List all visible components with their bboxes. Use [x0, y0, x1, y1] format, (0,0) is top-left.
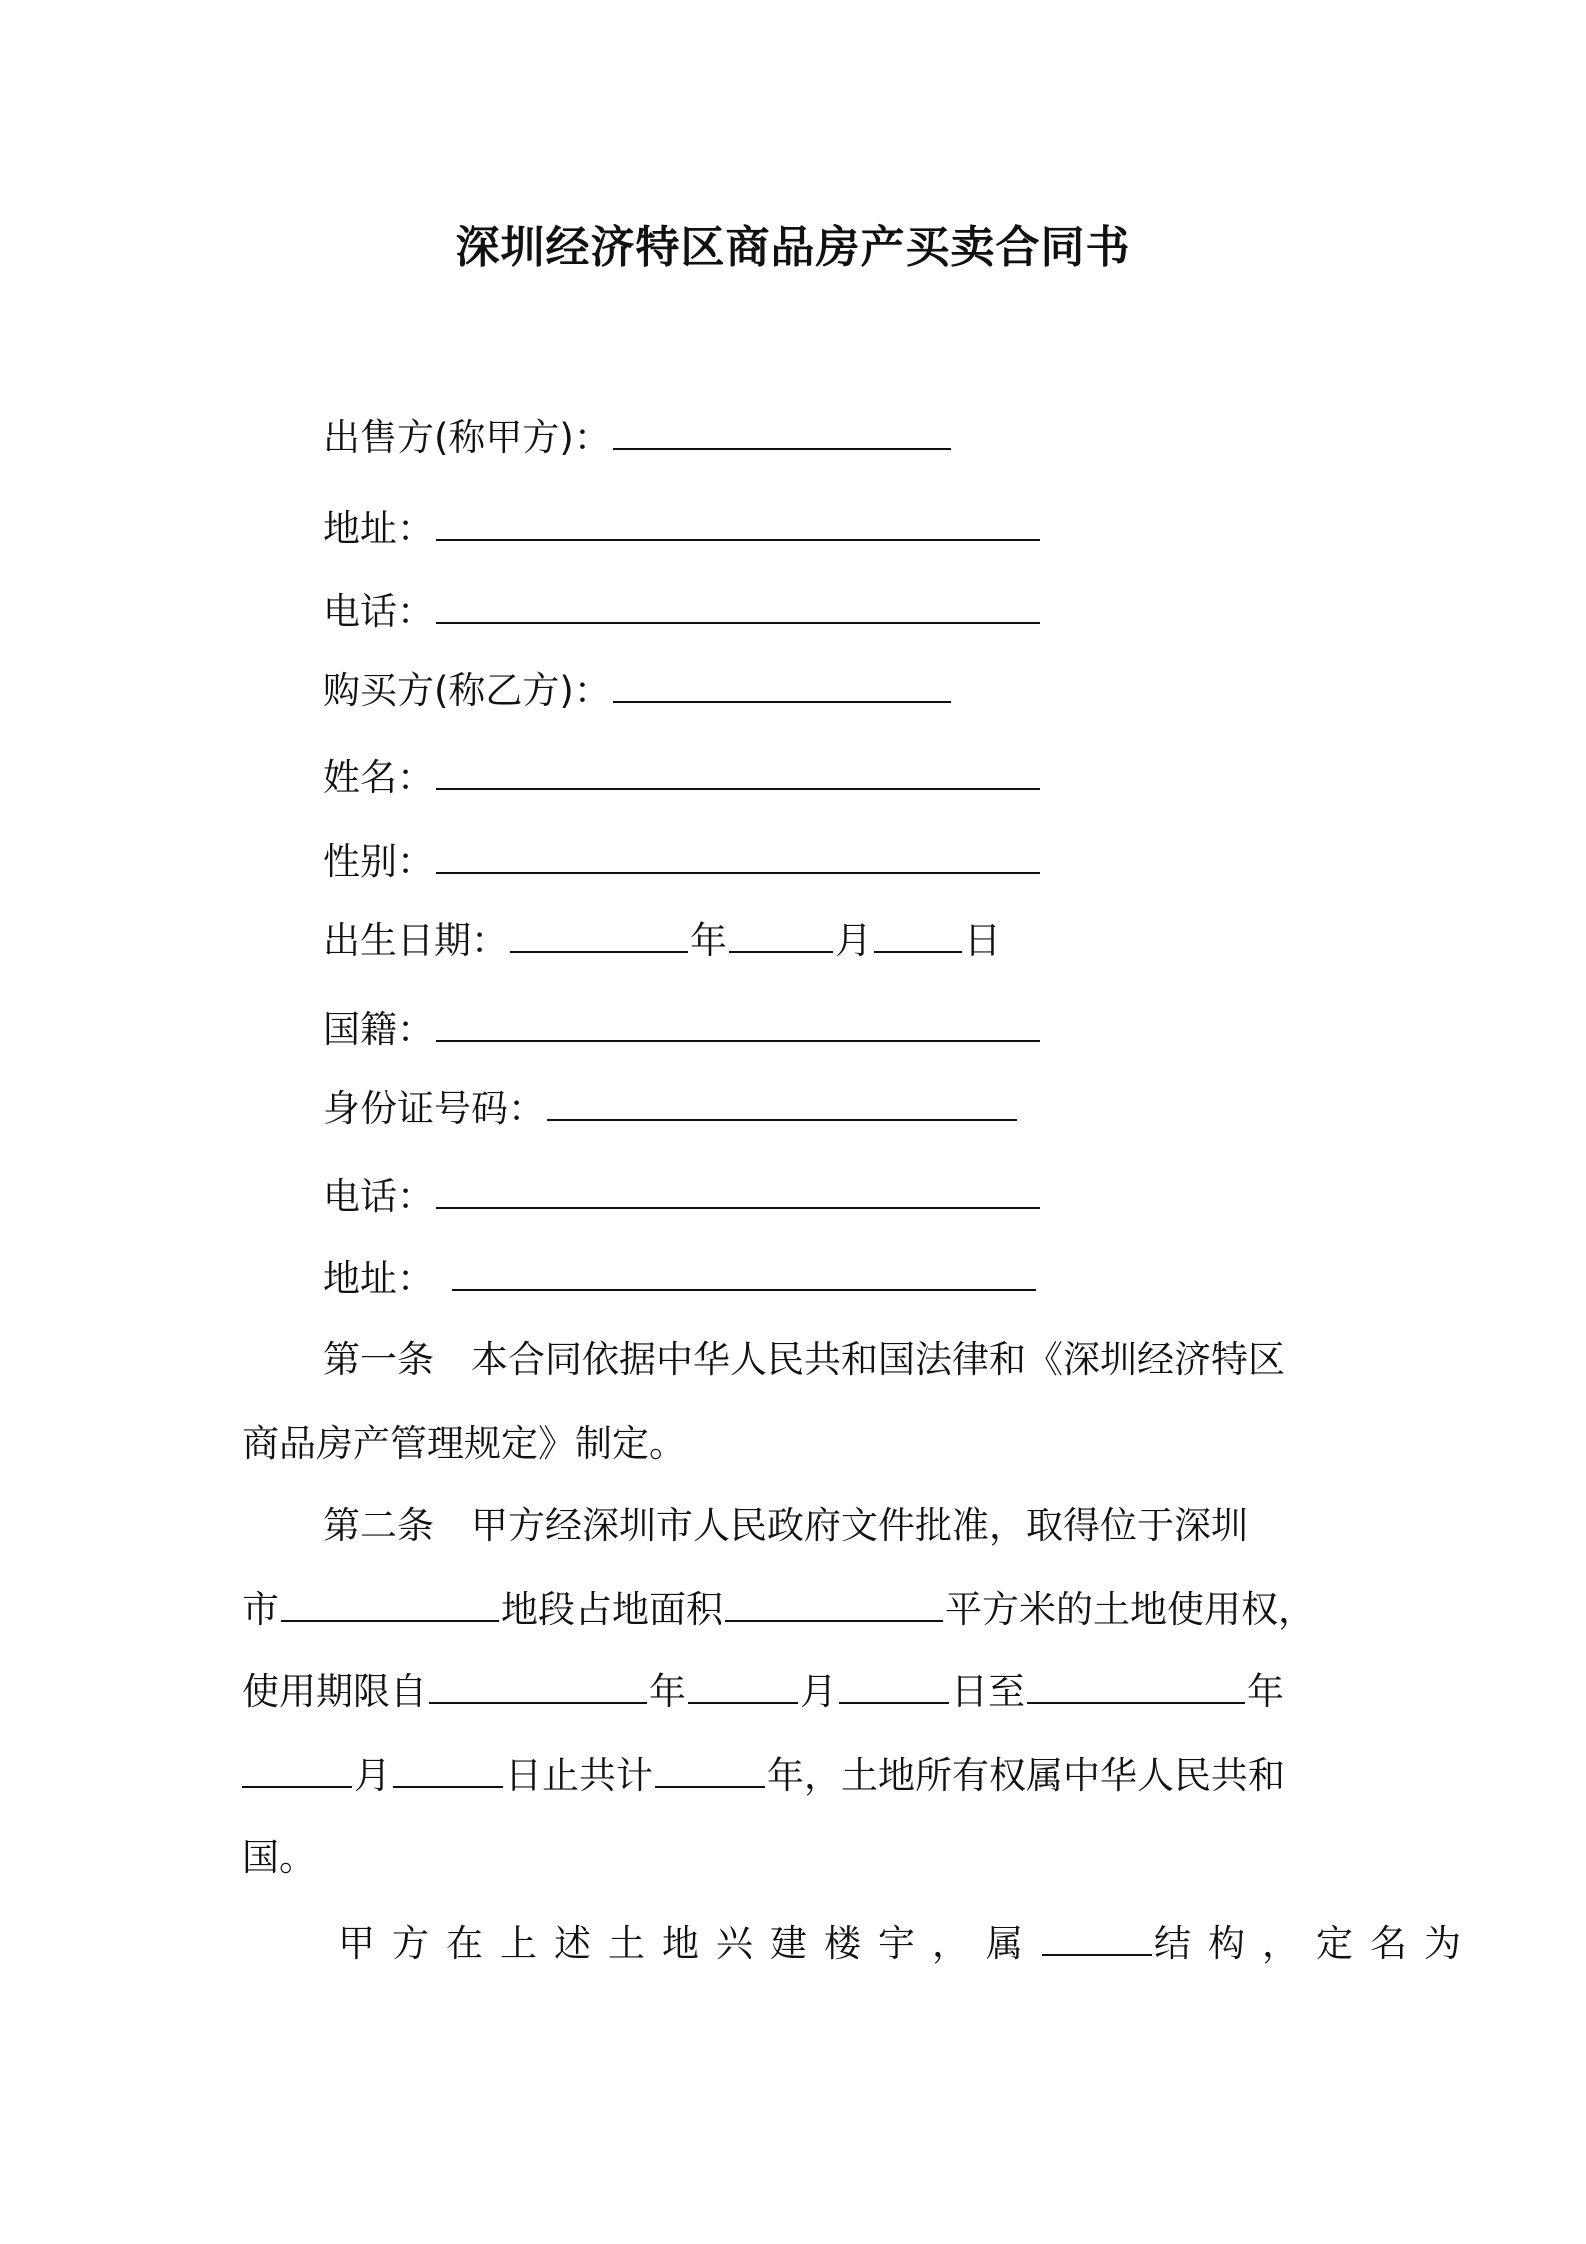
seller-blank[interactable]: [613, 418, 951, 450]
buyer-address-row: [323, 1253, 1038, 1305]
building-text: 甲方在上述土地兴建楼宇，属: [338, 1922, 1040, 1965]
buyer-address-blank[interactable]: [452, 1259, 1036, 1291]
seller-label: 出售方(称甲方)：: [323, 416, 611, 459]
end-month-unit: 月: [354, 1754, 391, 1797]
buyer-nationality-label: 国籍：: [323, 1008, 434, 1051]
article-1-line-2: 商品房产管理规定》制定。: [242, 1422, 686, 1465]
seller-row: [323, 412, 953, 464]
buyer-gender-row: [323, 836, 1042, 888]
plot-area-label: 地段占地面积: [501, 1588, 723, 1631]
start-month-unit: 月: [800, 1670, 837, 1713]
buyer-name-label: 姓名：: [323, 756, 434, 799]
birth-month-unit: 月: [835, 919, 872, 962]
seller-address-label: 地址：: [323, 507, 434, 550]
buyer-address-label: 地址：: [323, 1257, 434, 1300]
buyer-nationality-blank[interactable]: [436, 1010, 1040, 1042]
seller-phone-label: 电话：: [323, 590, 434, 633]
buyer-birth-label: 出生日期：: [323, 919, 508, 962]
paragraph-3-line-1: [338, 1918, 1478, 1970]
seller-address-blank[interactable]: [436, 509, 1040, 541]
named-as-text: 结构，定名为: [1154, 1922, 1478, 1965]
buyer-id-row: [323, 1083, 1019, 1135]
ownership-text: 年，土地所有权属中华人民共和: [767, 1754, 1285, 1797]
district-blank[interactable]: [281, 1590, 499, 1622]
page-title: 深圳经济特区商品房产买卖合同书: [455, 222, 1131, 273]
seller-address-row: [323, 503, 1042, 555]
birth-month-blank[interactable]: [729, 921, 833, 953]
end-day-total-label: 日止共计: [505, 1754, 653, 1797]
start-year-blank[interactable]: [429, 1672, 647, 1704]
seller-phone-blank[interactable]: [436, 592, 1040, 624]
structure-blank[interactable]: [1042, 1924, 1152, 1956]
city-label: 市: [242, 1588, 279, 1631]
buyer-phone-label: 电话：: [323, 1175, 434, 1218]
area-blank[interactable]: [725, 1590, 943, 1622]
buyer-row: [323, 665, 953, 717]
end-year-unit: 年: [1247, 1670, 1284, 1713]
end-year-blank[interactable]: [1027, 1672, 1245, 1704]
buyer-blank[interactable]: [613, 671, 951, 703]
article-1-line-1: 第一条 本合同依据中华人民共和国法律和《深圳经济特区: [323, 1338, 1285, 1381]
article-2-line-3: [242, 1666, 1357, 1718]
buyer-gender-label: 性别：: [323, 840, 434, 883]
buyer-nationality-row: [323, 1004, 1042, 1056]
article-2-line-5: 国。: [242, 1836, 316, 1879]
buyer-birth-row: [323, 915, 1001, 967]
buyer-gender-blank[interactable]: [436, 842, 1040, 874]
article-2-line-4: [242, 1750, 1357, 1802]
buyer-id-label: 身份证号码：: [323, 1087, 545, 1130]
buyer-name-blank[interactable]: [436, 758, 1040, 790]
article-2-line-1: 第二条 甲方经深圳市人民政府文件批准，取得位于深圳: [323, 1504, 1248, 1547]
start-day-to: 日至: [951, 1670, 1025, 1713]
end-day-blank[interactable]: [393, 1756, 503, 1788]
start-day-blank[interactable]: [839, 1672, 949, 1704]
buyer-name-row: [323, 752, 1042, 804]
article-2-line-2: [242, 1584, 1357, 1636]
end-month-blank[interactable]: [242, 1756, 352, 1788]
birth-day-unit: 日: [964, 919, 1001, 962]
birth-day-blank[interactable]: [874, 921, 962, 953]
land-use-right-text: 平方米的土地使用权，: [945, 1588, 1315, 1631]
start-month-blank[interactable]: [688, 1672, 798, 1704]
total-years-blank[interactable]: [655, 1756, 765, 1788]
term-from-label: 使用期限自: [242, 1670, 427, 1713]
birth-year-unit: 年: [690, 919, 727, 962]
start-year-unit: 年: [649, 1670, 686, 1713]
buyer-phone-blank[interactable]: [436, 1177, 1040, 1209]
buyer-phone-row: [323, 1171, 1042, 1223]
buyer-label: 购买方(称乙方)：: [323, 669, 611, 712]
buyer-id-blank[interactable]: [547, 1089, 1017, 1121]
birth-year-blank[interactable]: [510, 921, 688, 953]
seller-phone-row: [323, 586, 1042, 638]
